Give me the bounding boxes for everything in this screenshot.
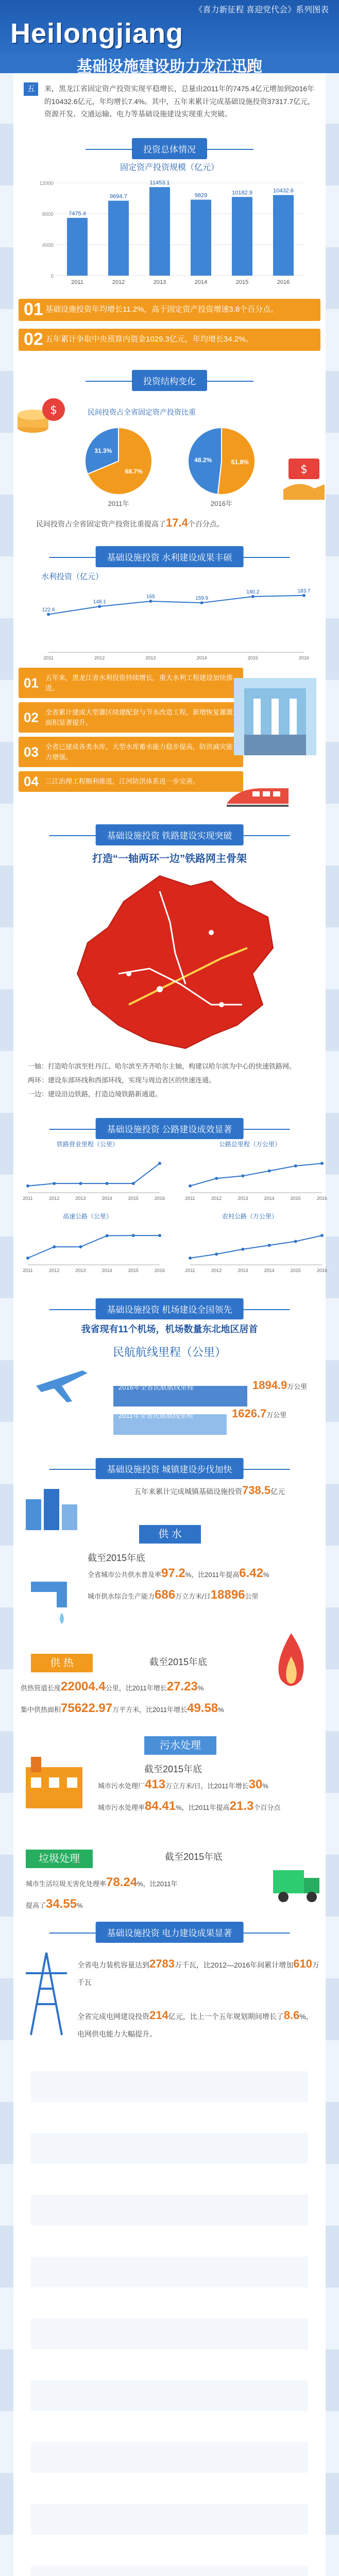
x-tick-label: 2014 <box>264 1268 275 1273</box>
data-point <box>320 1162 324 1165</box>
data-point <box>106 1182 109 1185</box>
point-text: 五年来，黑龙江省水利投资持续增长，重大水利工程建设加快推进。 <box>45 674 233 692</box>
point-number: 01 <box>24 675 39 690</box>
data-point <box>26 1184 29 1188</box>
sewage-year: 截至2015年底 <box>144 1764 202 1774</box>
water-tap-icon <box>21 1566 82 1628</box>
pie-slice-label: 48.2% <box>194 456 212 464</box>
bar-value-label: 9829 <box>194 192 208 199</box>
x-tick-label: 2011 <box>185 1196 195 1201</box>
x-tick-label: 2013 <box>238 1196 248 1201</box>
road-chart-title: 高速公路（公里） <box>62 1213 112 1220</box>
left-decor-strip <box>0 0 13 2576</box>
road-chart <box>10 1212 165 1279</box>
data-point <box>106 1234 109 1237</box>
row-suffix2: % <box>218 1706 224 1714</box>
power-row1-prefix: 全省电力装机容量达到 <box>77 1961 149 1969</box>
data-point <box>98 605 101 608</box>
x-tick-label: 2012 <box>211 1268 222 1273</box>
point-text: 全省已建成各类水库，大型水库蓄水能力稳步提高，防洪减灾能力增强。 <box>45 743 233 761</box>
row-suffix2: 个百分点 <box>253 1804 281 1811</box>
rail-headline: 打造“一轴两环一边”铁路网主骨架 <box>92 853 247 865</box>
garbage-rows-item <box>26 1875 242 1890</box>
row-value: 22004.4 <box>61 1680 106 1693</box>
bar <box>149 187 170 276</box>
fixed-chart-title: 固定资产投资规模（亿元） <box>120 163 219 172</box>
data-point <box>320 1234 324 1237</box>
data-point <box>189 1184 192 1188</box>
heat-tag: 供 热 <box>31 1654 93 1672</box>
data-point <box>158 1234 161 1237</box>
data-point <box>149 600 152 603</box>
series-title: 《喜力新征程 喜迎党代会》系列图表 <box>194 6 329 14</box>
power-row2-mid: 亿元，比上一个五年规划期间增长了 <box>168 2012 284 2021</box>
row-suffix: %，比2011年 <box>137 1880 178 1888</box>
data-point <box>79 1245 82 1248</box>
airport-chart-title: 民航航线里程（公里） <box>112 1346 226 1359</box>
data-point <box>132 1182 135 1185</box>
sewage-rows <box>98 1777 319 1821</box>
bar-value-label: 7475.4 <box>69 210 86 217</box>
share-note <box>36 516 304 530</box>
road-line-chart <box>173 1221 327 1277</box>
rail-note: 两环：建设东部环线和西部环线，实现与周边省区的快速连通。 <box>28 1076 216 1084</box>
row-label: 提高了 <box>26 1902 46 1909</box>
road-line-chart <box>173 1148 327 1205</box>
x-tick-label: 2011 <box>43 655 54 660</box>
row-value: 78.24 <box>106 1875 138 1889</box>
section-road: 基础设施投资 公路建设成效显著 <box>96 1118 244 1139</box>
data-value-label: 122.6 <box>42 607 55 613</box>
data-point <box>241 1248 244 1251</box>
row-suffix: 万立方米/日 <box>175 1592 211 1600</box>
pie-year-label: 2016年 <box>211 500 232 507</box>
x-tick-label: 2013 <box>75 1268 86 1273</box>
data-point <box>215 1252 218 1256</box>
x-tick-label: 2014 <box>196 655 207 660</box>
pie-slice-label: 31.3% <box>94 447 112 455</box>
x-tick-label: 2016 <box>154 1196 165 1201</box>
section-airport: 基础设施投资 机场建设全国领先 <box>96 1298 244 1319</box>
garbage-truck-icon <box>268 1860 325 1911</box>
x-tick-label: 2012 <box>211 1196 222 1201</box>
fixed-point-2 <box>19 329 320 351</box>
city-total <box>134 1484 285 1497</box>
row-label: 城市供水综合生产能力 <box>88 1592 155 1600</box>
logo-text: Heilongjiang <box>10 18 183 49</box>
road-line-chart <box>10 1221 165 1277</box>
airport-line2-unit: 万公里 <box>266 1411 287 1419</box>
data-point <box>294 1164 297 1167</box>
bar <box>273 195 294 276</box>
city-total-value: 738.5 <box>242 1484 271 1497</box>
data-point <box>158 1162 161 1165</box>
power-row2-prefix: 全省完成电网建设投资 <box>77 2012 149 2021</box>
row-label: 集中供热面积 <box>21 1706 61 1714</box>
x-tick-label: 2016 <box>316 1268 328 1273</box>
x-tick-label: 2015 <box>235 279 249 285</box>
road-chart <box>173 1212 327 1279</box>
coins-icon <box>12 392 69 448</box>
garbage-rows <box>26 1875 242 1919</box>
x-tick-label: 2015 <box>290 1268 301 1273</box>
point-number: 04 <box>24 773 39 789</box>
road-chart-title: 铁路营业里程（公里） <box>56 1141 118 1148</box>
row-suffix2: % <box>263 1571 269 1579</box>
data-point <box>268 1244 271 1247</box>
x-tick-label: 2013 <box>75 1196 86 1201</box>
data-value-label: 180.2 <box>246 589 260 595</box>
flame-icon <box>258 1628 325 1695</box>
heat-year: 截至2015年底 <box>149 1657 208 1667</box>
bar <box>108 201 129 276</box>
x-tick-label: 2015 <box>290 1196 301 1201</box>
intro-label: 五年 <box>24 82 38 96</box>
water-point <box>19 668 243 698</box>
airport-line1-value-wrap <box>252 1379 307 1392</box>
airport-line2-value-wrap <box>232 1407 286 1420</box>
road-chart-title: 农村公路（万公里） <box>222 1213 278 1220</box>
road-chart <box>173 1140 327 1207</box>
bar <box>67 218 88 276</box>
point-number: 01 <box>24 299 43 319</box>
x-tick-label: 2011 <box>71 279 83 285</box>
svg-text:$: $ <box>300 463 308 476</box>
data-point <box>53 1245 56 1248</box>
row-label: 城市生活垃圾无害化处理率 <box>26 1880 107 1888</box>
money-hand-icon <box>278 448 330 505</box>
point-text: 全省累计建成大型灌区续建配套与节水改造工程，新增恢复灌溉面积显著提升。 <box>45 708 233 726</box>
water-chart-title: 水利投资（亿元） <box>41 572 104 581</box>
data-value-label: 159.9 <box>195 596 209 602</box>
x-tick-label: 2014 <box>194 279 208 285</box>
airport-line1-label: 2016年全省民航航线里程 <box>118 1383 194 1391</box>
airport-line1-unit: 万公里 <box>287 1383 308 1391</box>
x-tick-label: 2014 <box>101 1268 112 1273</box>
x-tick-label: 2012 <box>112 279 125 285</box>
section-water: 基础设施投资 水利建设成果丰硕 <box>96 546 244 567</box>
row-label: 全省城市公共供水普及率 <box>88 1571 162 1579</box>
dam-illustration <box>229 668 321 776</box>
section-rail: 基础设施投资 铁路建设实现突破 <box>96 824 244 845</box>
x-tick-label: 2015 <box>128 1196 139 1201</box>
section-power: 基础设施投资 电力建设成果显著 <box>96 1922 244 1943</box>
bar-value-label: 11453.1 <box>149 180 170 187</box>
bar-value-label: 10432.6 <box>273 188 294 194</box>
y-tick-label: 0 <box>50 274 54 279</box>
x-tick-label: 2012 <box>49 1268 60 1273</box>
water-point <box>19 737 243 767</box>
data-point <box>26 1257 29 1260</box>
airport-line1-value: 1894.9 <box>252 1379 287 1392</box>
row-suffix: 万平方米，比2011年增长 <box>112 1706 188 1714</box>
row-value: 413 <box>145 1777 166 1791</box>
y-tick-label: 4000 <box>42 243 54 248</box>
series-line <box>190 1235 322 1258</box>
power-row1-mid: 万千瓦，比2012—2016年间累计增加 <box>174 1961 294 1969</box>
sewage-tag: 污水处理 <box>144 1736 216 1755</box>
right-decor-strip <box>326 0 339 2576</box>
rail-notes <box>21 1061 319 1103</box>
row-suffix2: % <box>197 1684 204 1692</box>
x-tick-label: 2011 <box>185 1268 195 1273</box>
row-suffix2: % <box>262 1782 268 1790</box>
sewage-rows-item <box>98 1777 319 1792</box>
row-value2: 27.23 <box>166 1680 198 1693</box>
intro-text: 来，黑龙江省固定资产投资实现平稳增长，总量由2011年的7475.4亿元增加到2016年的10432.6亿元，年均增长7.4%。其中，五年来累计完成基础设施投资37317.7亿元，资源开发、交通运输、电力等基础设施建设实现重大突破。 <box>44 84 315 118</box>
section-fixed-investment: 投资总体情况 <box>132 138 207 159</box>
row-value2: 30 <box>248 1777 263 1791</box>
water-point <box>19 702 243 733</box>
data-point <box>302 594 306 597</box>
row-suffix: % <box>77 1902 83 1909</box>
road-chart <box>10 1140 165 1207</box>
power-row-2 <box>77 2004 319 2041</box>
row-value: 75622.97 <box>61 1701 113 1715</box>
road-line-chart <box>10 1148 165 1205</box>
row-suffix: %，比2011年提高 <box>176 1804 230 1811</box>
x-tick-label: 2011 <box>23 1268 33 1273</box>
series-line <box>28 1235 160 1258</box>
airport-line1 <box>118 1382 194 1392</box>
row-suffix: 公里，比2011年增长 <box>105 1684 167 1692</box>
row-value: 34.55 <box>46 1897 77 1911</box>
railway-map <box>57 871 283 1056</box>
row-value2: 6.42 <box>239 1566 263 1580</box>
pie-slice-label: 51.8% <box>231 459 249 466</box>
power-row2-value2: 8.6 <box>283 2009 300 2022</box>
power-tower-icon <box>21 1947 72 2040</box>
data-point <box>47 613 50 616</box>
power-row1-value2: 610 <box>293 1957 312 1970</box>
bar <box>232 197 252 276</box>
data-value-label: 165 <box>146 594 155 600</box>
row-value: 686 <box>155 1588 176 1602</box>
road-chart-title: 公路总里程（万公里） <box>218 1141 281 1148</box>
row-value: 84.41 <box>145 1799 176 1813</box>
series-line <box>28 1163 160 1186</box>
y-tick-label: 8000 <box>42 212 54 217</box>
data-point <box>132 1234 135 1237</box>
section-investment-structure: 投资结构变化 <box>132 370 207 391</box>
x-tick-label: 2014 <box>101 1196 112 1201</box>
x-tick-label: 2013 <box>238 1268 248 1273</box>
row-value2: 18896 <box>210 1588 245 1602</box>
share-pie-charts <box>72 420 268 510</box>
x-tick-label: 2016 <box>154 1268 165 1273</box>
row-value: 97.2 <box>161 1566 185 1580</box>
row-value2: 49.58 <box>187 1701 218 1715</box>
y-tick-label: 12000 <box>39 181 54 187</box>
ws-rows-item <box>88 1566 314 1581</box>
pie-slice-label: 68.7% <box>125 467 143 475</box>
x-tick-label: 2011 <box>23 1196 33 1201</box>
data-point <box>241 1174 244 1177</box>
point-text: 基础设施投资年均增长11.2%，高于固定资产投资增速3.8个百分点。 <box>45 305 279 314</box>
rail-note: 一轴：打造哈尔滨至牡丹江、哈尔滨至齐齐哈尔主轴，构建以哈尔滨为中心的快速铁路网。 <box>28 1062 296 1070</box>
power-row2-value: 214 <box>149 2009 168 2022</box>
water-supply-tag: 供 水 <box>139 1525 201 1544</box>
power-row1-value: 2783 <box>149 1957 175 1970</box>
garbage-rows-item <box>26 1897 242 1911</box>
data-value-label: 148.1 <box>93 599 106 605</box>
bar-value-label: 10182.9 <box>232 190 252 196</box>
power-row1-suffix: 万千瓦 <box>77 1961 319 1987</box>
airport-headline: 我省现有11个机场，机场数量东北地区居首 <box>81 1324 258 1334</box>
row-label: 城市污水处理率 <box>98 1804 145 1811</box>
section-city: 基础设施投资 城镇建设步伐加快 <box>96 1458 244 1479</box>
row-suffix2: 公里 <box>245 1592 259 1600</box>
point-number: 03 <box>24 744 39 759</box>
x-tick-label: 2014 <box>264 1196 275 1201</box>
heat-rows-item <box>21 1701 309 1716</box>
svg-text:$: $ <box>50 404 57 417</box>
row-label: 供热管道长度 <box>21 1684 61 1692</box>
x-tick-label: 2013 <box>145 655 156 660</box>
point-text: 三江治理工程顺利推进，江河防洪体系进一步完善。 <box>45 777 200 785</box>
ws-rows-item <box>88 1588 314 1602</box>
train-icon <box>222 778 294 814</box>
row-suffix: 万立方米/日，比2011年增长 <box>165 1782 249 1790</box>
x-tick-label: 2016 <box>316 1196 328 1201</box>
fixed-investment-chart <box>31 173 309 291</box>
airport-line2-value: 1626.7 <box>232 1407 267 1420</box>
bar <box>191 200 211 276</box>
airport-line2 <box>118 1410 193 1420</box>
data-point <box>79 1182 82 1185</box>
data-point <box>268 1170 271 1173</box>
power-row-1 <box>77 1953 319 1990</box>
x-tick-label: 2016 <box>277 279 290 285</box>
x-tick-label: 2013 <box>153 279 166 285</box>
airport-line2-label: 2011年全省民航航线里程 <box>118 1412 193 1419</box>
rail-note: 一边：建设沿边铁路，打造边境铁路新通道。 <box>28 1090 162 1098</box>
road-charts-grid <box>10 1140 330 1284</box>
fixed-point-1 <box>19 299 320 321</box>
power-row2-suffix: %，电网供电能力大幅提升。 <box>77 2012 313 2038</box>
share-note-suffix: 个百分点。 <box>188 520 224 528</box>
data-point <box>251 595 255 598</box>
series-line <box>190 1163 322 1186</box>
water-point <box>19 771 243 792</box>
point-number: 02 <box>24 709 39 725</box>
city-buildings-icon <box>21 1479 93 1530</box>
decor-band <box>31 2071 308 2576</box>
garbage-tag: 垃圾处理 <box>26 1850 93 1868</box>
sewage-rows-item <box>98 1799 319 1814</box>
x-tick-label: 2015 <box>247 655 258 660</box>
garbage-year: 截至2015年底 <box>165 1852 223 1862</box>
sewage-plant-icon <box>21 1747 88 1814</box>
city-total-prefix: 五年来累计完成城镇基础设施投资 <box>134 1487 242 1496</box>
share-note-value: 17.4 <box>166 516 188 529</box>
series-line <box>48 596 304 615</box>
water-investment-chart <box>31 582 309 665</box>
main-title: 基础设施建设助力龙江迅跑 <box>77 58 262 75</box>
pie-year-label: 2011年 <box>108 500 129 507</box>
data-point <box>53 1182 56 1185</box>
row-suffix: %，比2011年提高 <box>185 1571 240 1579</box>
row-value2: 21.3 <box>229 1799 254 1813</box>
point-text: 五年累计争取中央预算内资金1029.3亿元，年均增长34.2%。 <box>45 335 253 344</box>
point-number: 02 <box>24 329 43 349</box>
data-point <box>189 1257 192 1260</box>
x-tick-label: 2016 <box>298 655 310 660</box>
row-label: 城市污水处理厂 <box>98 1782 145 1790</box>
share-chart-title: 民间投资占全省固定资产投资比重 <box>88 408 196 416</box>
data-point <box>294 1240 297 1243</box>
data-value-label: 183.7 <box>297 588 311 594</box>
bar-value-label: 9694.7 <box>110 193 127 200</box>
data-point <box>200 601 204 604</box>
x-tick-label: 2012 <box>49 1196 60 1201</box>
share-note-prefix: 民间投资占全省固定资产投资比重提高了 <box>36 520 166 528</box>
city-total-unit: 亿元 <box>270 1487 285 1496</box>
ws-year: 截至2015年底 <box>88 1553 146 1563</box>
water-supply-rows <box>88 1566 314 1609</box>
x-tick-label: 2015 <box>128 1268 139 1273</box>
data-point <box>215 1177 218 1180</box>
x-tick-label: 2012 <box>94 655 105 660</box>
